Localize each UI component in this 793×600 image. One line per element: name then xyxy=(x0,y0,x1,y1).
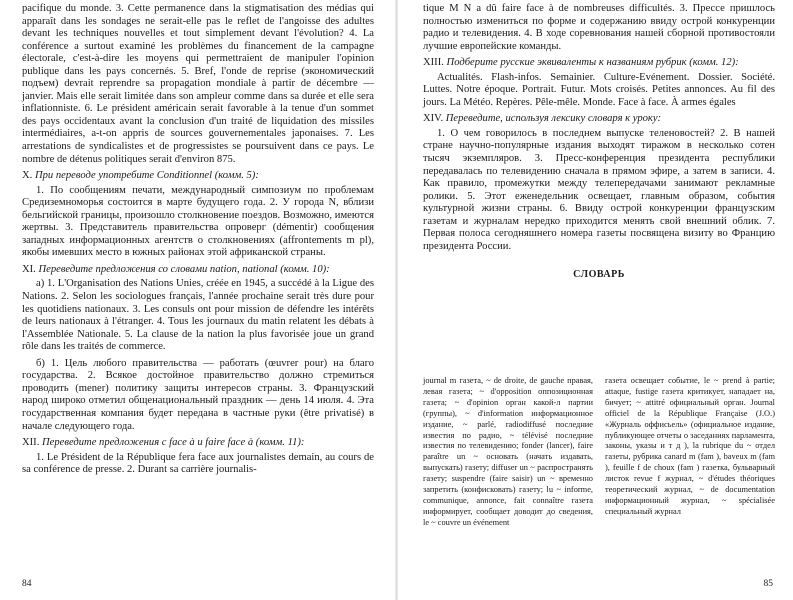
exercise-xiv-label: XIV. xyxy=(423,113,444,125)
exercise-xiii-text: Actualités. Flash-infos. Semainier. Culture-Evénement. Dossier. Société. Luttes. Notre époque. Portrait. Futur. Mots croisés. Petites annonces. Au fil des jours. La Météo. Repères. Pêle-mêle. Monde. Face à face. À armes égales xyxy=(423,71,775,108)
exercise-x-label: X. xyxy=(22,170,33,182)
exercise-x-heading xyxy=(22,170,374,183)
right-intro-paragraph: tique M N a dû faire face à de nombreuses difficultés. 3. Прессе пришлось полностью измениться по форме и содержанию ввиду острой конкуренции радио и телевидения. 4. В ходе соревнования нашей сборной противостояли лучшие европейские команды. xyxy=(423,3,775,52)
exercise-xii-instruction: Переведите предложения с face à и faire face à (комм. 11): xyxy=(42,437,305,449)
exercise-xiii-heading xyxy=(423,57,775,70)
right-page xyxy=(397,0,793,600)
exercise-xi-label: XI. xyxy=(22,263,36,275)
exercise-xi-part-a: а) 1. L'Organisation des Nations Unies, créée en 1945, a succédé à la Ligue des Nations. 2. Selon les sociologues français, l'année prochaine serait très dure pour les quotidiens nationaux. 3. Les consuls ont pour mission de défendre les intérêts de leurs nationaux à l'étranger. 4. Tous les journaux du matin relatent les débats à l'Assemblée Nationale. 5. La clause de la nation la plus favorisée joue un grand rôle dans les traités de commerce. xyxy=(22,278,374,353)
exercise-xii-label: XII. xyxy=(22,437,40,449)
dictionary-title: СЛОВАРЬ xyxy=(573,269,625,281)
exercise-xii-heading xyxy=(22,437,374,450)
exercise-xi-part-b: б) 1. Цель любого правительства — работать (œuvrer pour) на благо государства. 2. Всякое достойное правительство должно стремиться проводить (mener) политику защиты интересов страны. 3. Французский народ широко отметил общенациональный праздник — день 14 июля. 4. Эта государственная компания будет передана в частные руки (être privatisé) в начале следующего года. xyxy=(22,357,374,432)
exercise-xii-text: 1. Le Président de la République fera face aux journalistes demain, au cours de sa conférence de presse. 2. Durant sa carrière journalis- xyxy=(22,451,374,476)
right-page-column xyxy=(423,3,775,294)
left-page-column xyxy=(22,3,374,477)
left-page-number: 84 xyxy=(22,579,32,589)
exercise-xiv-heading xyxy=(423,113,775,126)
exercise-xiii-instruction: Подберите русские эквиваленты к названиям рубрик (комм. 12): xyxy=(446,57,739,69)
exercise-xiii-label: XIII. xyxy=(423,57,444,69)
left-page xyxy=(0,0,396,600)
exercise-xiv-instruction: Переведите, используя лексику словаря к уроку: xyxy=(445,113,661,125)
exercise-xi-heading xyxy=(22,264,374,277)
dictionary-column-1: journal m газета, ~ de droite, de gauche правая, левая газета; ~ d'opposition оппозиционная газета; ~ d'opinion орган какой-л партии (группы), ~ d'information информационное издание, ~ parlé, radiodiffusé последние известия по радио, ~ télévisé последние известия по телевидению; fonder (lancer), faire paraître un ~ основать (начать издавать, выпускать) газету; diffuser un ~ распространять газету; suspendre (faire saisir) un ~ временно запретить (конфисковать) газету; lu ~ informe, communique, annonce, fait connaître газета информирует, сообщает доводит до сведения, le ~ couvre un événement xyxy=(423,376,593,527)
exercise-xiv-text: 1. О чем говорилось в последнем выпуске теленовостей? 2. В нашей стране научно-популярные издания выходят тиражом в несколько сотен тысяч экземпляров. 3. Пресс-конференция президента республики передавалась по телевидению сначала в прямом эфире, а затем в записи. 4. Как правило, промежутки между телепередачами занимают рекламные ролики. 5. Этот еженедельник освещает, главным образом, события культурной жизни страны. 6. Ввиду острой конкуренции французским газетам и журналам нередко приходится менять свой внешний облик. 7. Первая полоса сегодняшнего номера газеты посвящена визиту во Францию президента России. xyxy=(423,127,775,252)
dictionary-column-2: газета освещает событие, le ~ prend à partie; attaque, fustige газета критикует, нападает на, бичует; ~ attitré официальный орган. Journal officiel de la République Française (J.O.) «Журналь оффисьель» (официальное издание, публикующее отчеты о заседаниях парламента, законы, указы и т д ), la rubrique du ~ отдел газеты, рубрика canard m (fam ), baveux m (fam ), feuille f de choux (fam ) газетка, бульварный листок revue f журнал, ~ d'études théoriques теоретический журнал, ~ de documentation информационный журнал, ~ spécialisée специальный журнал xyxy=(605,376,775,516)
right-page-number: 85 xyxy=(763,579,773,589)
left-intro-paragraph: pacifique du monde. 3. Cette permanence dans la stigmatisation des médias qui apparaît dans les sondages ne serait-elle pas le reflet de l'angoisse des adultes devant les techniques nouvelles et tout simplement devant l'évolution? 4. La conférence a surtout examiné les problèmes du financement de la campagne électorale, c'est-à-dire les moyens qui permettraient de manipuler l'opinion publique dans les pays concernés. 5. Bref, l'onde de reprise (экономический подъем) devrait reprendre sa propagation mondiale à partir de décembre — janvier. Mais elle serait limitée dans son ampleur comme dans sa durée et elle sera inflationniste. 6. Le président américain serait favorable à la tenue d'un sommet des pays occidentaux avant la conclusion d'un traité de liquidation des missiles intermédiaires, a-t-on appris de sources gouvernementales japonaises. 7. Les arrestations de syndicalistes et de progressistes se poursuivent dans ce pays. Le nombre de détenus politiques serait d'environ 875. xyxy=(22,3,374,165)
exercise-x-instruction: При переводе употребите Conditionnel (комм. 5): xyxy=(34,170,259,182)
exercise-x-text: 1. По сообщениям печати, международный симпозиум по проблемам Средиземноморья состоится в марте будущего года. 2. У города N, вблизи бельгийской границы, произошло столкновение поездов. Возможно, имеются жертвы. 3. Представитель правительства опроверг (démentir) сообщения западных информационных агентств о столкновениях (affrontements m pl), якобы имевших место в южных районах этой африканской страны. xyxy=(22,184,374,259)
exercise-xi-instruction: Переведите предложения со словами nation, national (комм. 10): xyxy=(38,263,330,275)
